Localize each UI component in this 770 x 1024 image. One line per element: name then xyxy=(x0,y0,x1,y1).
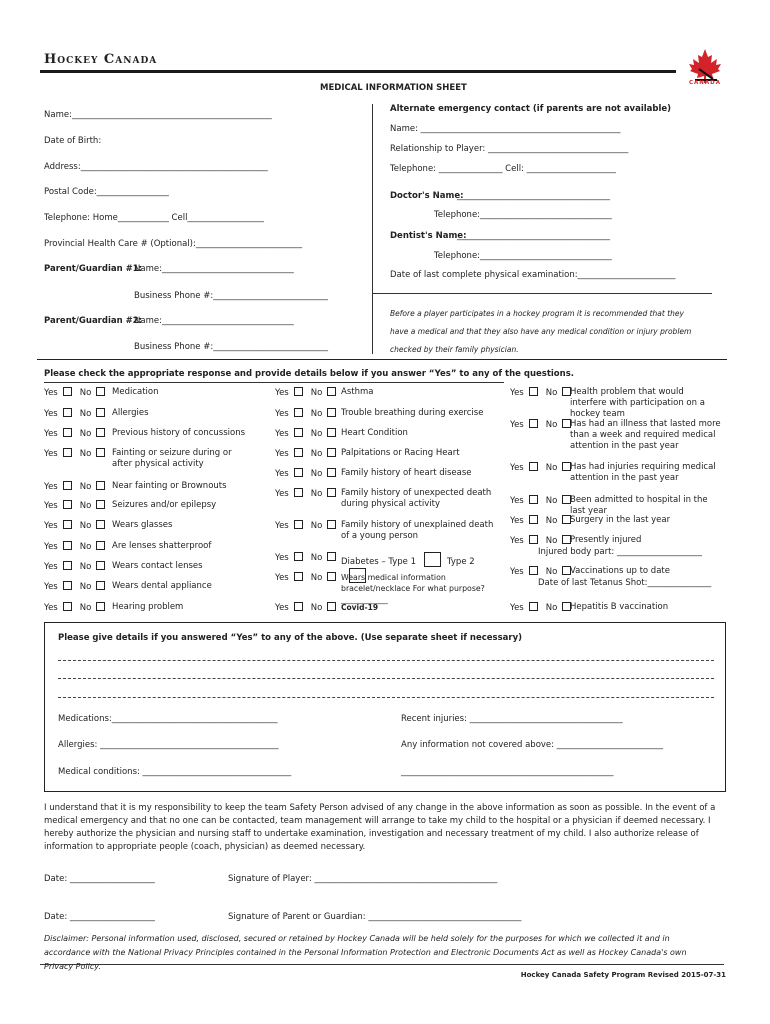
no-checkbox[interactable] xyxy=(96,541,105,550)
player-signature-field[interactable]: Signature of Player: ___________________________________________ xyxy=(228,874,498,884)
no-label: No xyxy=(79,521,92,531)
yes-checkbox[interactable] xyxy=(294,552,303,561)
question-row xyxy=(44,500,105,511)
consent-paragraph: I understand that it is my responsibility to keep the team Safety Person advised of any change in the above information as soon as possible. In the event of a medical emergency and that no one can be contacted, team management will arrange to take my child to the hospital or a physician if deemed necessary. I hereby authorize the physician and nursing staff to undertake examination, investigation and necessary treatment of my child. I also authorize release of information to appropriate people (coach, physician) as deemed necessary. xyxy=(44,803,716,852)
no-label: No xyxy=(310,469,323,479)
no-label: No xyxy=(545,536,558,546)
yes-checkbox[interactable] xyxy=(529,495,538,504)
telephone-field[interactable]: Telephone: Home____________ Cell__________________ xyxy=(44,213,264,223)
note-divider xyxy=(372,293,712,294)
yes-label: Yes xyxy=(44,429,58,439)
no-checkbox[interactable] xyxy=(96,387,105,396)
no-label: No xyxy=(310,489,323,499)
question-row xyxy=(510,495,571,506)
question-row xyxy=(275,468,336,479)
yes-label: Yes xyxy=(510,516,524,526)
name-field[interactable]: Name:_______________________________________________ xyxy=(44,110,272,120)
question-text: Family history of unexplained death of a young person xyxy=(341,520,494,541)
question-row xyxy=(510,535,571,546)
yes-label: Yes xyxy=(44,603,58,613)
guardian1-phone-field[interactable]: Business Phone #:___________________________ xyxy=(134,291,328,301)
medications-field[interactable]: Medications:_______________________________________ xyxy=(58,714,278,724)
questions-heading-rule xyxy=(44,382,504,383)
no-label: No xyxy=(79,409,92,419)
header-rule xyxy=(40,70,676,73)
doctor-phone-field[interactable]: Telephone:_______________________________ xyxy=(434,210,612,220)
no-label: No xyxy=(79,582,92,592)
date-field-1[interactable]: Date: ____________________ xyxy=(44,874,155,884)
yes-label: Yes xyxy=(275,409,289,419)
no-label: No xyxy=(79,542,92,552)
yes-label: Yes xyxy=(44,482,58,492)
details-heading: Please give details if you answered “Yes” to any of the above. (Use separate sheet if necessary) xyxy=(58,633,522,643)
yes-checkbox[interactable] xyxy=(294,602,303,611)
yes-checkbox[interactable] xyxy=(529,602,538,611)
question-text: Hepatitis B vaccination xyxy=(570,602,669,612)
no-checkbox[interactable] xyxy=(327,428,336,437)
no-label: No xyxy=(545,420,558,430)
allergies-field[interactable]: Allergies: __________________________________________ xyxy=(58,740,279,750)
dob-field[interactable]: Date of Birth: xyxy=(44,136,102,146)
question-text: Heart Condition xyxy=(341,428,408,438)
recommendation-note: Before a player participates in a hockey program it is recommended that they have a medical and that they also have any medical condition or injury problem checked by their family physician. xyxy=(390,309,692,354)
questions-heading: Please check the appropriate response and provide details below if you answer “Yes” to any of the questions. xyxy=(44,369,574,379)
no-label: No xyxy=(310,429,323,439)
question-row xyxy=(44,602,105,613)
footer-text: Hockey Canada Safety Program Revised 2015-07-31 xyxy=(520,971,726,979)
no-label: No xyxy=(310,573,323,583)
yes-label: Yes xyxy=(510,420,524,430)
logo-text: CANADA xyxy=(689,80,721,86)
dentist-label: Dentist's Name: xyxy=(390,231,467,241)
question-text: Vaccinations up to date xyxy=(570,566,670,576)
no-checkbox[interactable] xyxy=(327,520,336,529)
tetanus-date-field[interactable]: Date of last Tetanus Shot:_______________ xyxy=(538,578,712,588)
no-checkbox[interactable] xyxy=(96,561,105,570)
yes-label: Yes xyxy=(510,603,524,613)
yes-checkbox[interactable] xyxy=(63,428,72,437)
question-text: Near fainting or Brownouts xyxy=(112,481,227,491)
question-text: Covid-19 xyxy=(341,603,379,612)
details-line-2[interactable] xyxy=(58,678,714,679)
yes-label: Yes xyxy=(510,567,524,577)
disclaimer: Disclaimer: Personal information used, disclosed, secured or retained by Hockey Canada will be held solely for the purposes for which we collected it and in accordance with the National Privacy Principles contained in the Personal Information Protection and Electronic Documents Act as well as Hockey Canada's own Privacy Policy. xyxy=(44,934,687,971)
question-row xyxy=(275,408,336,419)
brand-title: Hockey Canada xyxy=(44,52,158,67)
recent-injuries-field[interactable]: Recent injuries: ____________________________________ xyxy=(401,714,623,724)
alt-name-field[interactable]: Name: _______________________________________________ xyxy=(390,124,621,134)
no-checkbox[interactable] xyxy=(96,448,105,457)
question-row xyxy=(510,515,571,526)
question-row xyxy=(510,462,571,473)
yes-checkbox[interactable] xyxy=(294,428,303,437)
yes-checkbox[interactable] xyxy=(63,581,72,590)
no-label: No xyxy=(79,603,92,613)
no-label: No xyxy=(545,463,558,473)
question-text: Wears glasses xyxy=(112,520,173,530)
no-label: No xyxy=(310,388,323,398)
yes-checkbox[interactable] xyxy=(63,561,72,570)
question-row xyxy=(275,428,336,439)
question-text: Diabetes – Type 1 Type 2 xyxy=(341,552,491,584)
question-text: Wears medical information bracelet/necklace For what purpose? ____________ xyxy=(341,573,485,604)
question-row xyxy=(510,419,571,430)
question-text: Seizures and/or epilepsy xyxy=(112,500,217,510)
yes-checkbox[interactable] xyxy=(294,448,303,457)
type1-checkbox[interactable] xyxy=(424,552,441,567)
yes-label: Yes xyxy=(44,409,58,419)
no-label: No xyxy=(79,562,92,572)
yes-checkbox[interactable] xyxy=(63,448,72,457)
no-checkbox[interactable] xyxy=(327,408,336,417)
question-text: Are lenses shatterproof xyxy=(112,541,212,551)
no-checkbox[interactable] xyxy=(327,552,336,561)
alt-contact-heading: Alternate emergency contact (if parents are not available) xyxy=(390,104,672,114)
yes-label: Yes xyxy=(44,449,58,459)
yes-checkbox[interactable] xyxy=(529,566,538,575)
question-row xyxy=(275,602,336,613)
no-checkbox[interactable] xyxy=(327,488,336,497)
injured-body-part-field[interactable]: Injured body part: ____________________ xyxy=(538,547,702,557)
yes-checkbox[interactable] xyxy=(63,408,72,417)
yes-checkbox[interactable] xyxy=(294,468,303,477)
question-row xyxy=(275,572,336,583)
question-text: Trouble breathing during exercise xyxy=(341,408,484,418)
question-text: Allergies xyxy=(112,408,149,418)
doctor-label: Doctor's Name: xyxy=(390,191,464,201)
doctor-name-field[interactable]: ____________________________________ xyxy=(457,191,610,201)
no-label: No xyxy=(79,388,92,398)
yes-label: Yes xyxy=(275,429,289,439)
question-row xyxy=(44,581,105,592)
question-text: Health problem that would interfere with participation on a hockey team xyxy=(570,387,705,419)
yes-checkbox[interactable] xyxy=(294,408,303,417)
question-text: Has had injuries requiring medical attention in the past year xyxy=(570,462,716,483)
no-label: No xyxy=(79,501,92,511)
health-card-field[interactable]: Provincial Health Care # (Optional):_________________________ xyxy=(44,239,303,249)
no-checkbox[interactable] xyxy=(327,468,336,477)
question-text: Wears contact lenses xyxy=(112,561,203,571)
no-checkbox[interactable] xyxy=(327,387,336,396)
question-text: Palpitations or Racing Heart xyxy=(341,448,460,458)
no-checkbox[interactable] xyxy=(96,481,105,490)
yes-checkbox[interactable] xyxy=(294,520,303,529)
question-text: Presently injured xyxy=(570,535,642,545)
relationship-field[interactable]: Relationship to Player: _________________________________ xyxy=(390,144,629,154)
question-row xyxy=(275,488,336,499)
no-label: No xyxy=(545,516,558,526)
yes-label: Yes xyxy=(275,388,289,398)
yes-label: Yes xyxy=(275,469,289,479)
no-checkbox[interactable] xyxy=(96,602,105,611)
no-checkbox[interactable] xyxy=(96,581,105,590)
guardian1-label: Parent/Guardian #1: xyxy=(44,264,143,274)
no-label: No xyxy=(79,449,92,459)
footer-rule xyxy=(40,964,724,965)
yes-label: Yes xyxy=(275,553,289,563)
yes-checkbox[interactable] xyxy=(529,387,538,396)
question-text: Has had an illness that lasted more than a week and required medical attention in the past year xyxy=(570,419,721,451)
question-row xyxy=(44,428,105,439)
dentist-phone-field[interactable]: Telephone:_______________________________ xyxy=(434,251,612,261)
dentist-name-field[interactable]: ____________________________________ xyxy=(457,231,610,241)
question-text: Wears dental appliance xyxy=(112,581,212,591)
question-row xyxy=(44,448,105,459)
yes-checkbox[interactable] xyxy=(529,419,538,428)
no-label: No xyxy=(310,409,323,419)
yes-checkbox[interactable] xyxy=(63,520,72,529)
yes-label: Yes xyxy=(275,449,289,459)
question-text: Family history of heart disease xyxy=(341,468,472,478)
details-line-1[interactable] xyxy=(58,660,714,661)
yes-label: Yes xyxy=(510,388,524,398)
question-row xyxy=(44,408,105,419)
question-row xyxy=(275,387,336,398)
yes-label: Yes xyxy=(275,521,289,531)
date-field-2[interactable]: Date: ____________________ xyxy=(44,912,155,922)
guardian2-label: Parent/Guardian #2: xyxy=(44,316,143,326)
guardian2-name-field[interactable]: Name:_______________________________ xyxy=(134,316,294,326)
question-row xyxy=(275,552,336,563)
yes-label: Yes xyxy=(275,603,289,613)
question-row xyxy=(44,481,105,492)
yes-checkbox[interactable] xyxy=(63,541,72,550)
medical-conditions-field[interactable]: Medical conditions: ___________________________________ xyxy=(58,767,292,777)
yes-checkbox[interactable] xyxy=(529,535,538,544)
yes-label: Yes xyxy=(44,562,58,572)
question-text: Medication xyxy=(112,387,159,397)
no-checkbox[interactable] xyxy=(327,602,336,611)
no-label: No xyxy=(79,482,92,492)
yes-label: Yes xyxy=(44,582,58,592)
question-text: Fainting or seizure during or after physical activity xyxy=(112,448,232,469)
no-label: No xyxy=(310,603,323,613)
question-row xyxy=(44,561,105,572)
no-label: No xyxy=(310,521,323,531)
guardian2-phone-field[interactable]: Business Phone #:___________________________ xyxy=(134,342,328,352)
yes-checkbox[interactable] xyxy=(63,481,72,490)
no-label: No xyxy=(310,553,323,563)
no-label: No xyxy=(310,449,323,459)
question-row xyxy=(510,602,571,613)
no-label: No xyxy=(545,567,558,577)
yes-label: Yes xyxy=(510,496,524,506)
yes-label: Yes xyxy=(44,388,58,398)
yes-checkbox[interactable] xyxy=(63,387,72,396)
guardian1-name-field[interactable]: Name:_______________________________ xyxy=(134,264,294,274)
yes-checkbox[interactable] xyxy=(294,387,303,396)
no-checkbox[interactable] xyxy=(96,408,105,417)
guardian-signature-field[interactable]: Signature of Parent or Guardian: ____________________________________ xyxy=(228,912,522,922)
question-row xyxy=(510,566,571,577)
question-row xyxy=(275,520,336,531)
yes-checkbox[interactable] xyxy=(529,515,538,524)
yes-label: Yes xyxy=(44,542,58,552)
yes-checkbox[interactable] xyxy=(294,572,303,581)
address-field[interactable]: Address:____________________________________________ xyxy=(44,162,268,172)
no-checkbox[interactable] xyxy=(96,520,105,529)
yes-label: Yes xyxy=(510,536,524,546)
question-text: Surgery in the last year xyxy=(570,515,671,525)
question-text: Hearing problem xyxy=(112,602,184,612)
no-label: No xyxy=(545,603,558,613)
details-line-3[interactable] xyxy=(58,697,714,698)
question-text: Asthma xyxy=(341,387,374,397)
no-label: No xyxy=(79,429,92,439)
no-checkbox[interactable] xyxy=(327,448,336,457)
yes-checkbox[interactable] xyxy=(294,488,303,497)
no-checkbox[interactable] xyxy=(96,500,105,509)
yes-label: Yes xyxy=(510,463,524,473)
yes-label: Yes xyxy=(275,573,289,583)
yes-checkbox[interactable] xyxy=(63,500,72,509)
column-divider xyxy=(372,104,373,354)
yes-checkbox[interactable] xyxy=(63,602,72,611)
question-row xyxy=(510,387,571,398)
question-text: Been admitted to hospital in the last year xyxy=(570,495,708,516)
question-row xyxy=(44,541,105,552)
question-row xyxy=(44,520,105,531)
last-exam-field[interactable]: Date of last complete physical examination:_______________________ xyxy=(390,270,676,280)
postal-code-field[interactable]: Postal Code:_________________ xyxy=(44,187,169,197)
no-checkbox[interactable] xyxy=(327,572,336,581)
alt-telephone-field[interactable]: Telephone: _______________ Cell: _____________________ xyxy=(390,164,616,174)
yes-label: Yes xyxy=(44,521,58,531)
other-info-line[interactable]: __________________________________________________ xyxy=(401,767,614,777)
other-info-field[interactable]: Any information not covered above: _________________________ xyxy=(401,740,663,750)
question-row xyxy=(44,387,105,398)
question-row xyxy=(275,448,336,459)
no-label: No xyxy=(545,388,558,398)
no-label: No xyxy=(545,496,558,506)
yes-checkbox[interactable] xyxy=(529,462,538,471)
type2-label: Type 2 xyxy=(447,557,475,567)
yes-label: Yes xyxy=(275,489,289,499)
no-checkbox[interactable] xyxy=(96,428,105,437)
yes-label: Yes xyxy=(44,501,58,511)
page-title: MEDICAL INFORMATION SHEET xyxy=(320,83,467,93)
section-divider xyxy=(37,359,727,360)
question-text: Previous history of concussions xyxy=(112,428,246,438)
question-text: Family history of unexpected death during physical activity xyxy=(341,488,492,509)
